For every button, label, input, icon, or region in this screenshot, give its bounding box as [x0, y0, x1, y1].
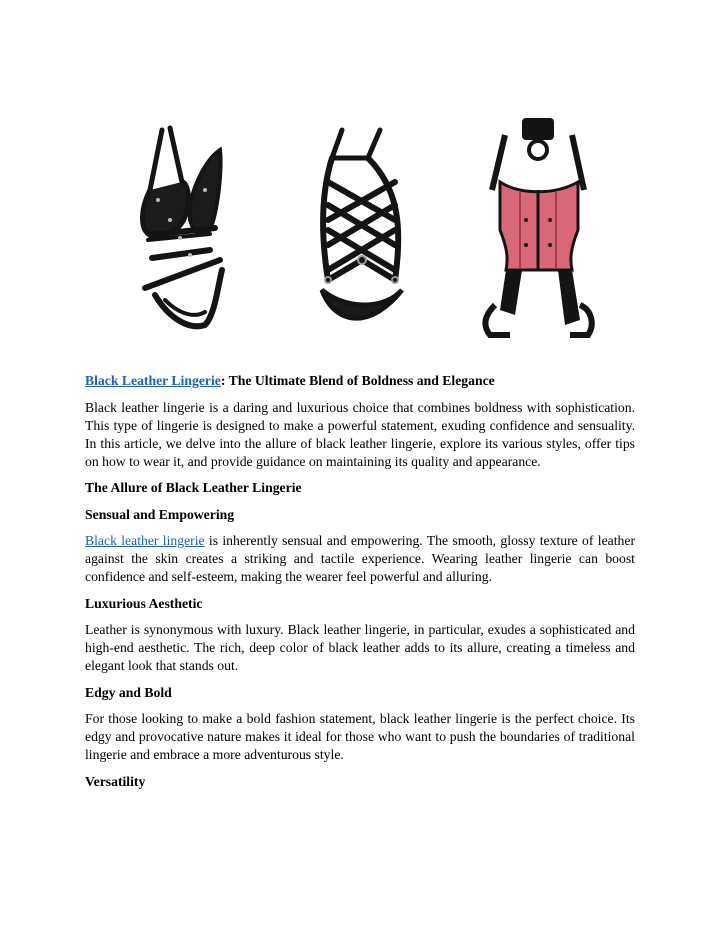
cage-bodysuit-icon — [322, 130, 402, 318]
sensual-link[interactable]: Black leather lingerie — [85, 533, 205, 548]
sensual-paragraph — [85, 532, 635, 586]
subheading-edgy: Edgy and Bold — [85, 684, 172, 700]
subheading-sensual: Sensual and Empowering — [85, 506, 235, 522]
article-body — [85, 372, 635, 799]
section-heading-allure: The Allure of Black Leather Lingerie — [85, 480, 302, 495]
sensual-text: is inherently sensual and empowering. The smooth, glossy texture of leather against the skin creates a striking and tactile experience. Wearing leather lingerie can boost confidence and self-esteem, making the wearer feel powerful and alluring. — [85, 533, 636, 584]
article-title — [85, 372, 635, 390]
strappy-bra-set-icon — [143, 128, 223, 326]
luxurious-paragraph: Leather is synonymous with luxury. Black leather lingerie, in particular, exudes a sophisticated and high-end aesthetic. The rich, deep color of black leather adds to its allure, creating a timeless and elegant look that stands out. — [85, 622, 635, 673]
pink-corset-icon — [485, 118, 591, 335]
title-link[interactable]: Black Leather Lingerie — [85, 373, 221, 388]
edgy-paragraph: For those looking to make a bold fashion statement, black leather lingerie is the perfect choice. Its edgy and provocative nature makes it ideal for those who want to push the boundaries of traditional lingerie and embrace a more adventurous style. — [85, 711, 635, 762]
intro-paragraph: Black leather lingerie is a daring and luxurious choice that combines boldness with sophistication. This type of lingerie is designed to make a powerful statement, exuding confidence and sensuality. In this article, we delve into the allure of black leather lingerie, explore its various styles, offer tips on how to wear it, and provide guidance on maintaining its quality and appearance. — [85, 399, 635, 469]
subheading-versatility: Versatility — [85, 773, 146, 789]
product-image-strip — [110, 110, 610, 355]
subheading-luxurious: Luxurious Aesthetic — [85, 595, 203, 611]
title-rest: : The Ultimate Blend of Boldness and Elegance — [220, 373, 495, 388]
